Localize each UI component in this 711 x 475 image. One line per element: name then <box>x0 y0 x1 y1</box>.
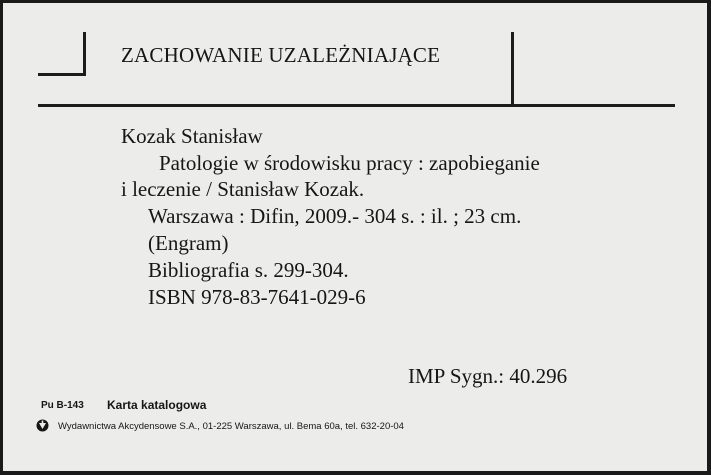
author-name: Kozak Stanisław <box>121 124 263 148</box>
catalog-card <box>3 3 707 471</box>
form-code: Pu B-143 <box>41 400 84 411</box>
bracket-horizontal-line <box>38 73 86 76</box>
form-name: Karta katalogowa <box>107 398 207 412</box>
bibliography-note: Bibliografia s. 299-304. <box>148 258 349 282</box>
call-number: IMP Sygn.: 40.296 <box>408 364 568 388</box>
header-rule <box>38 104 675 107</box>
isbn-line: ISBN 978-83-7641-029-6 <box>148 285 366 309</box>
publisher-emblem-icon <box>36 419 49 432</box>
series-line: (Engram) <box>148 231 229 255</box>
heading-divider-line <box>511 32 514 106</box>
bracket-vertical-line <box>83 32 86 75</box>
subject-heading: ZACHOWANIE UZALEŻNIAJĄCE <box>121 43 441 67</box>
title-line-1: Patologie w środowisku pracy : zapobieganie <box>159 151 540 175</box>
publisher-imprint: Wydawnictwa Akcydensowe S.A., 01-225 Warszawa, ul. Bema 60a, tel. 632-20-04 <box>58 421 404 432</box>
title-line-2: i leczenie / Stanisław Kozak. <box>121 177 365 201</box>
imprint-line: Warszawa : Difin, 2009.- 304 s. : il. ; 23 cm. <box>148 204 522 228</box>
